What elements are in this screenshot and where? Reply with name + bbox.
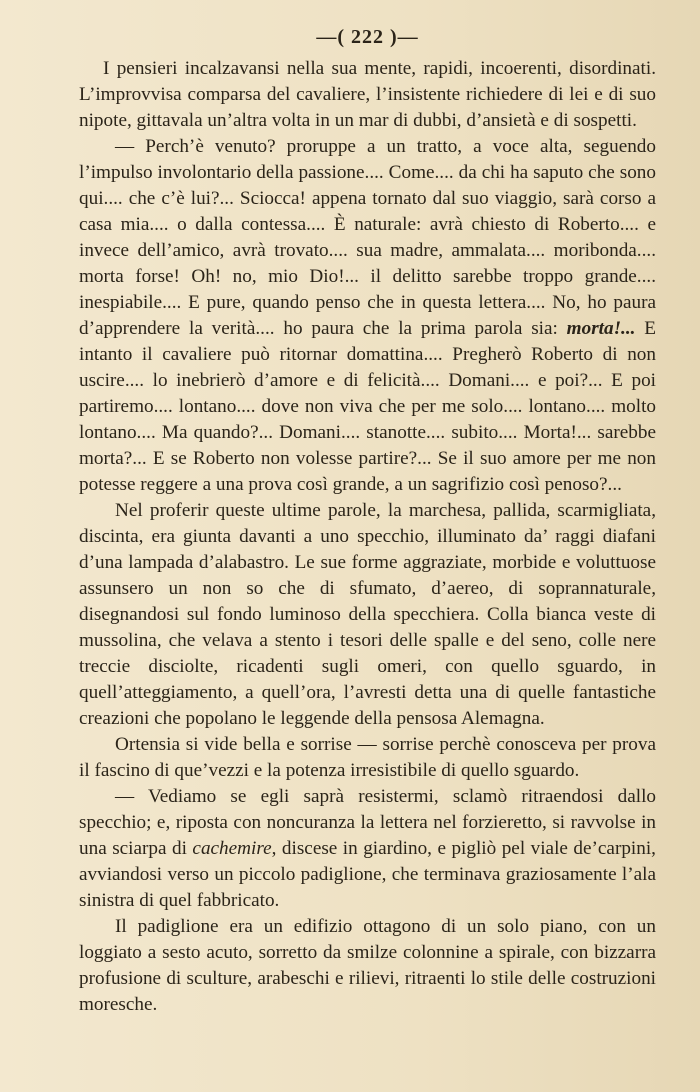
emphasized-text: morta!... (566, 318, 636, 339)
paragraph-text: I pensieri incalzavansi nella sua mente, rapidi, incoerenti, disordinati. L’improvvisa comparsa del cavaliere, l’insistente richiedere di lei e di suo nipote, gittavala un’altra volta in un mar di dubbi, d’ansietà e di sospetti. (79, 58, 656, 131)
paragraph (79, 784, 656, 914)
paragraph-text: , discese in giardino, e pigliò pel viale de’carpini, avviandosi verso un piccolo padiglione, che terminava graziosamente l’ala sinistra di quel fabbricato. (79, 838, 656, 911)
paragraph-text: Il padiglione era un edifizio ottagono di un solo piano, con un loggiato a sesto acuto, sorretto da smilze colonnine a spirale, con bizzarra profusione di sculture, arabeschi e rilievi, ritraenti lo stile delle costruzioni moresche. (79, 916, 656, 1015)
paragraph (79, 134, 656, 498)
page-number: —( 222 )— (316, 26, 419, 48)
italic-word: cachemire (192, 838, 272, 859)
paragraph-text: — Perch’è venuto? proruppe a un tratto, a voce alta, seguendo l’impulso involontario della passione.... Come.... da chi ha saputo che sono qui.... che c’è lui?... Sciocca! appena tornato dal suo viaggio, sarà corso a casa mia.... o dalla contessa.... È naturale: avrà chiesto di Roberto.... e invece dell’amico, avrà trovato.... sua madre, ammalata.... moribonda.... morta forse! Oh! no, mio Dio!... il delitto sarebbe troppo grande.... inespiabile.... E pure, quando penso che in questa lettera.... No, ho paura d’apprendere la verità.... ho paura che la prima parola sia: (79, 136, 656, 339)
paragraph-text: — Vediamo se egli saprà resistermi, sclamò ritraendosi dallo specchio; e, riposta con noncuranza la lettera nel forzieretto, si ravvolse in una sciarpa di (79, 786, 656, 859)
paragraph (79, 732, 656, 784)
paragraph (79, 498, 656, 732)
paragraph-text: Nel proferir queste ultime parole, la marchesa, pallida, scarmigliata, discinta, era giunta davanti a uno specchio, illuminato da’ raggi diafani d’una lampada d’alabastro. Le sue forme aggraziate, morbide e voluttuose assunsero un non so che di sfumato, d’aereo, di soprannaturale, disegnandosi sul fondo luminoso della specchiera. Colla bianca veste di mussolina, che velava a stento i tesori delle spalle e del seno, colle nere treccie disciolte, ricadenti sugli omeri, con quello sguardo, in quell’atteggiamento, a quell’ora, l’avresti detta una di quelle fantastiche creazioni che popolano le leggende della pensosa Alemagna. (79, 500, 656, 729)
paragraph (79, 914, 656, 1018)
paragraph (79, 56, 656, 134)
paragraph-text: E intanto il cavaliere può ritornar domattina.... Pregherò Roberto di non uscire.... lo inebrierò d’amore e di felicità.... Domani.... e poi?... E poi partiremo.... lontano.... dove non viva che per me solo.... lontano.... molto lontano.... Ma quando?... Domani.... stanotte.... subito.... Morta!... sarebbe morta?... E se Roberto non volesse partire?... Se il suo amore per me non potesse reggere a una prova così grande, a un sagrifizio così penoso?... (79, 318, 656, 495)
paragraph-text: Ortensia si vide bella e sorrise — sorrise perchè conosceva per prova il fascino di que’vezzi e la potenza irresistibile di quello sguardo. (79, 734, 656, 781)
